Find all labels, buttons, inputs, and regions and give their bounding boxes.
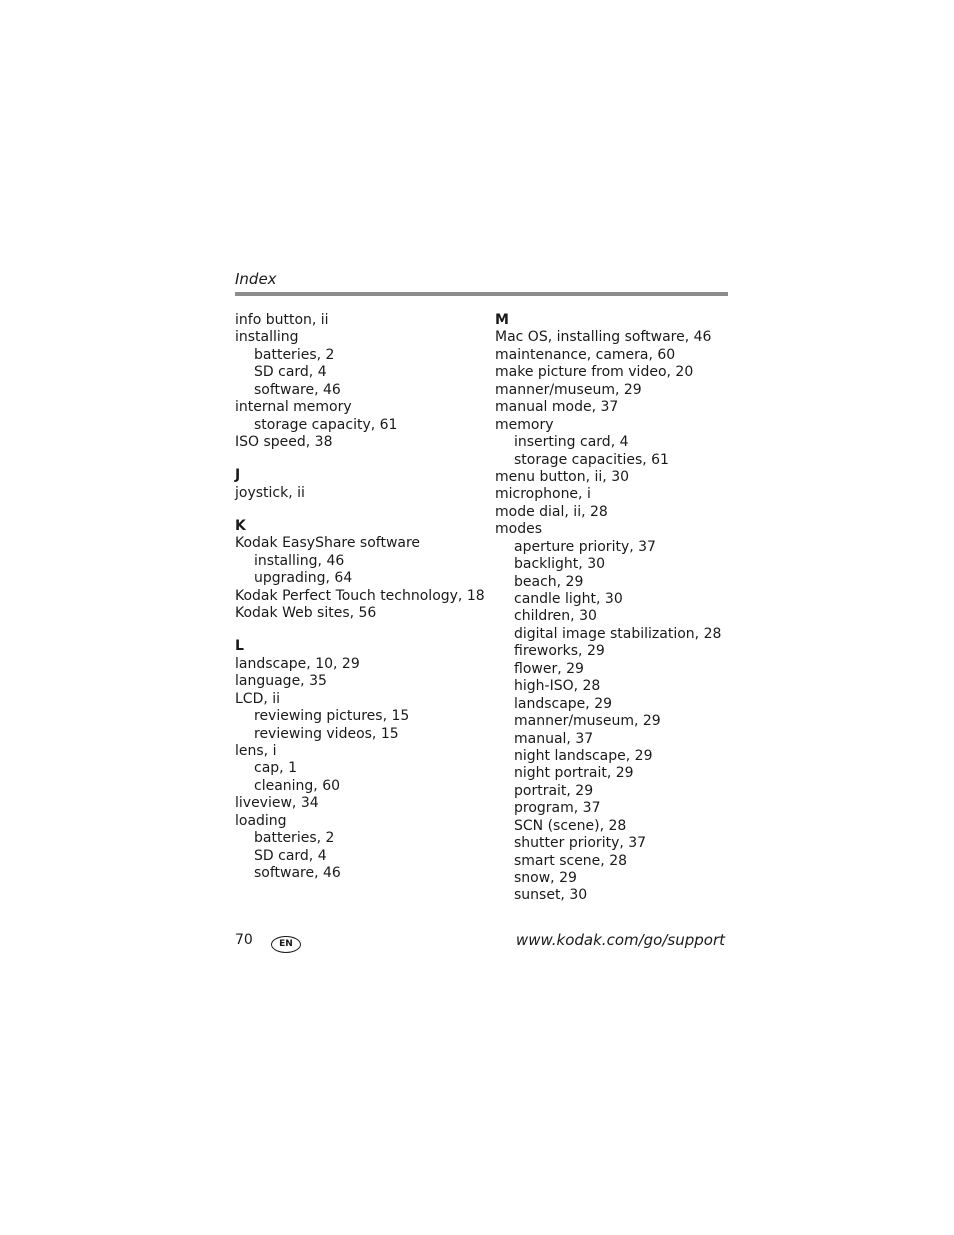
index-entry: modes — [495, 521, 542, 538]
index-subentry: sunset, 30 — [514, 887, 588, 904]
index-entry: manner/museum, 29 — [495, 381, 642, 398]
index-entry: Kodak EasyShare software — [235, 535, 421, 552]
header-rule — [235, 292, 728, 296]
index-subentry: cap, 1 — [254, 760, 297, 777]
language-badge: EN — [271, 936, 301, 953]
index-subentry: manner/museum, 29 — [514, 713, 661, 730]
index-entry: landscape, 10, 29 — [235, 655, 360, 672]
index-entry: manual mode, 37 — [495, 399, 619, 416]
index-entry: loading — [235, 812, 287, 829]
index-subentry: SD card, 4 — [254, 364, 327, 381]
section-gap — [235, 623, 485, 639]
index-subentry: shutter priority, 37 — [514, 835, 647, 852]
section-gap — [235, 502, 485, 518]
index-entry: ISO speed, 38 — [235, 434, 333, 451]
index-subentry: upgrading, 64 — [254, 570, 353, 587]
index-subentry: batteries, 2 — [254, 346, 335, 363]
index-subentry: night landscape, 29 — [514, 747, 653, 764]
index-subentry: candle light, 30 — [514, 591, 623, 607]
page-header-title: Index — [235, 270, 277, 288]
index-column-left — [235, 312, 485, 883]
index-subentry: beach, 29 — [514, 573, 584, 590]
index-subentry: SCN (scene), 28 — [514, 817, 627, 834]
index-subentry: installing, 46 — [254, 552, 345, 569]
index-subentry: fireworks, 29 — [514, 643, 605, 660]
index-letter-heading: J — [235, 467, 241, 484]
index-entry: microphone, i — [495, 486, 591, 503]
index-subentry: storage capacity, 61 — [254, 416, 398, 433]
index-subentry: cleaning, 60 — [254, 777, 341, 794]
index-entry: LCD, ii — [235, 690, 281, 707]
index-subentry: backlight, 30 — [514, 556, 606, 573]
index-column-right — [495, 312, 735, 905]
index-subentry: batteries, 2 — [254, 830, 335, 847]
index-entry: installing — [235, 329, 299, 346]
index-entry: Kodak Perfect Touch technology, 18 — [235, 587, 485, 604]
support-url[interactable]: www.kodak.com/go/support — [515, 931, 725, 949]
index-subentry: inserting card, 4 — [514, 434, 629, 451]
index-entry: info button, ii — [235, 312, 329, 328]
index-letter-heading: L — [235, 638, 244, 655]
index-subentry: flower, 29 — [514, 660, 584, 677]
index-entry: joystick, ii — [235, 484, 305, 501]
index-subentry: program, 37 — [514, 800, 601, 817]
index-subentry: SD card, 4 — [254, 847, 327, 864]
index-letter-heading: M — [495, 312, 509, 328]
index-entry: language, 35 — [235, 673, 327, 690]
index-subentry: digital image stabilization, 28 — [514, 625, 722, 642]
index-subentry: high-ISO, 28 — [514, 678, 601, 695]
index-subentry: aperture priority, 37 — [514, 538, 656, 555]
index-subentry: landscape, 29 — [514, 695, 613, 712]
index-entry: liveview, 34 — [235, 795, 319, 812]
index-subentry: manual, 37 — [514, 730, 594, 747]
index-entry: menu button, ii, 30 — [495, 468, 630, 485]
index-entry: Mac OS, installing software, 46 — [495, 329, 712, 346]
index-entry: lens, i — [235, 743, 277, 760]
index-subentry: night portrait, 29 — [514, 765, 634, 782]
index-subentry: smart scene, 28 — [514, 852, 628, 869]
index-subentry: snow, 29 — [514, 870, 577, 886]
index-subentry: reviewing videos, 15 — [254, 725, 399, 742]
index-subentry: reviewing pictures, 15 — [254, 708, 410, 725]
index-entry: mode dial, ii, 28 — [495, 503, 608, 520]
index-entry: maintenance, camera, 60 — [495, 346, 676, 363]
index-subentry: storage capacities, 61 — [514, 451, 669, 468]
index-subentry: software, 46 — [254, 865, 341, 882]
index-subentry: portrait, 29 — [514, 782, 594, 799]
index-entry: internal memory — [235, 399, 352, 416]
index-entry: Kodak Web sites, 56 — [235, 605, 377, 622]
index-subentry: children, 30 — [514, 608, 597, 625]
index-subentry: software, 46 — [254, 381, 341, 398]
section-gap — [235, 452, 485, 468]
page-number: 70 — [235, 932, 253, 948]
index-entry: memory — [495, 416, 554, 433]
index-entry: make picture from video, 20 — [495, 364, 694, 381]
index-letter-heading: K — [235, 517, 246, 534]
